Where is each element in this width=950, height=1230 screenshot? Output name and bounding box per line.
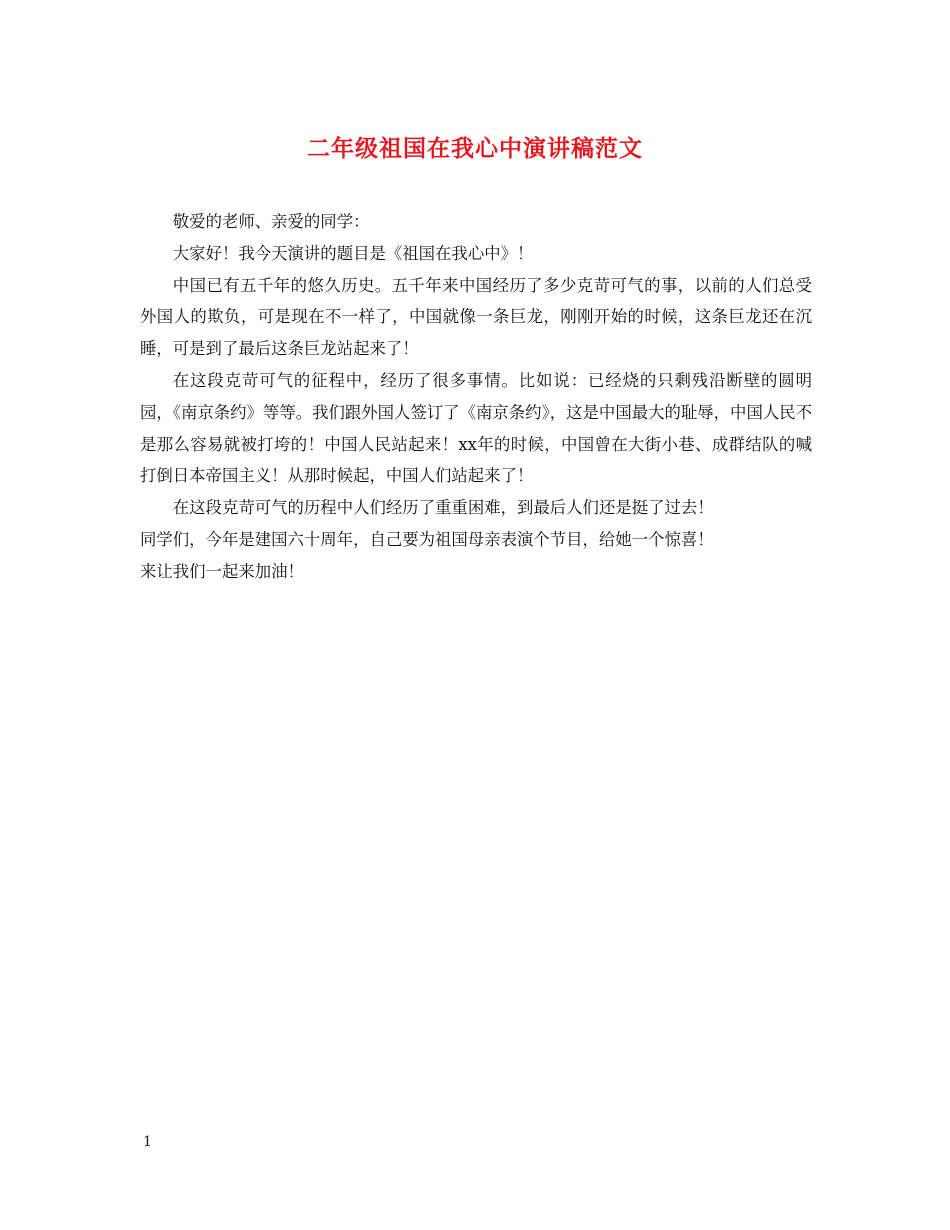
paragraph-hardship: 在这段克苛可气的历程中人们经历了重重困难，到最后人们还是挺了过去！ (172, 498, 714, 518)
paragraph-closing: 来让我们一起来加油！ (140, 561, 304, 581)
document-title: 二年级祖国在我心中演讲稿范文 (307, 135, 643, 162)
document-body (140, 206, 812, 588)
page-number: 1 (143, 1134, 152, 1150)
paragraph-greeting: 大家好！我今天演讲的题目是《祖国在我心中》！ (172, 243, 534, 263)
paragraph-anniversary: 同学们，今年是建国六十周年，自己要为祖国母亲表演个节目，给她一个惊喜！ (140, 529, 714, 549)
paragraph-salutation: 敬爱的老师、亲爱的同学： (172, 212, 370, 231)
paragraph-history: 中国已有五千年的悠久历史。五千年来中国经历了多少克苛可气的事，以前的人们总受外国人的欺负，可是现在不一样了，中国就像一条巨龙，刚刚开始的时候，这条巨龙还在沉睡，可是到了最后这条巨龙站起来了！ (140, 275, 812, 359)
paragraph-journey: 在这段克苛可气的征程中，经历了很多事情。比如说：已经烧的只剩残沿断壁的圆明园，《南京条约》等等。我们跟外国人签订了《南京条约》，这是中国最大的耻辱，中国人民不是那么容易就被打垮的！中国人民站起来！xx年的时候，中国曾在大街小巷、成群结队的喊打倒日本帝国主义！从那时候起，中国人们站起来了！ (140, 370, 813, 486)
